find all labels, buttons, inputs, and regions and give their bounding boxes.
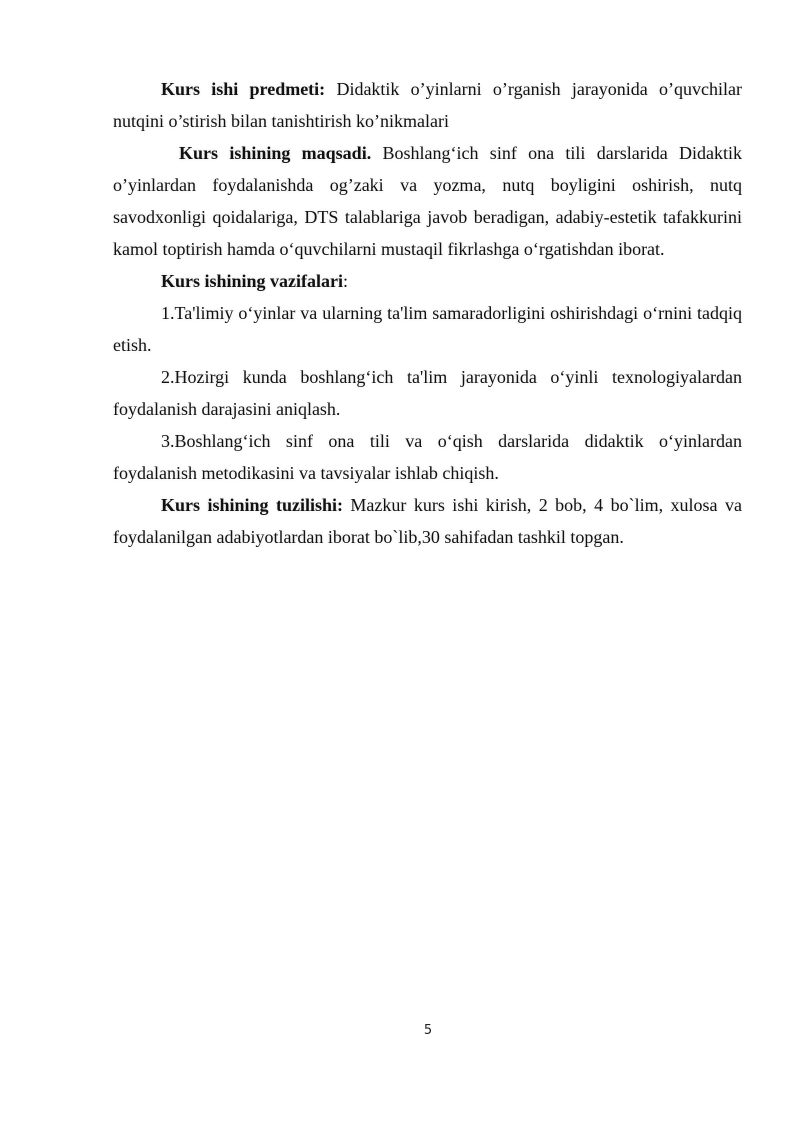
paragraph-subject — [113, 73, 742, 137]
paragraph-tasks-label: Kurs ishining vazifalari — [161, 271, 344, 291]
paragraph-goal-label: Kurs ishining maqsadi. — [179, 143, 372, 163]
paragraph-structure-label: Kurs ishining tuzilishi: — [161, 495, 343, 515]
task-item-3-text: 3.Boshlang‘ich sinf ona tili va o‘qish darslarida didaktik o‘yinlardan foydalanish metodikasini va tavsiyalar ishlab chiqish. — [113, 431, 742, 483]
page-number: 5 — [423, 1023, 433, 1038]
document-page — [113, 73, 742, 553]
paragraph-tasks-heading — [113, 265, 742, 297]
paragraph-tasks-colon: : — [343, 271, 349, 291]
paragraph-goal — [113, 137, 742, 265]
paragraph-subject-text: Didaktik o’yinlarni o’rganish jarayonida o’quvchilar nutqini o’stirish bilan tanishtirish ko’nikmalari — [113, 79, 743, 131]
task-item-1-text: 1.Ta'limiy o‘yinlar va ularning ta'lim samaradorligini oshirishdagi o‘rnini tadqiq etish. — [113, 303, 742, 355]
paragraph-subject-label: Kurs ishi predmeti: — [161, 79, 326, 99]
task-item-2-text: 2.Hozirgi kunda boshlang‘ich ta'lim jarayonida o‘yinli texnologiyalardan foydalanish darajasini aniqlash. — [113, 367, 742, 419]
task-item-1 — [113, 297, 742, 361]
task-item-3 — [113, 425, 742, 489]
paragraph-goal-text: Boshlang‘ich sinf ona tili darslarida Didaktik o’yinlardan foydalanishda og’zaki va yozma, nutq boyligini oshirish, nutq savodxonligi qoidalariga, DTS talablariga javob beradigan, adabiy-estetik tafakkurini kamol toptirish hamda o‘quvchilarni mustaqil fikrlashga o‘rgatishdan iborat. — [113, 143, 742, 259]
task-item-2 — [113, 361, 742, 425]
paragraph-structure-text: Mazkur kurs ishi kirish, 2 bob, 4 bo`lim, xulosa va foydalanilgan adabiyotlardan iborat bo`lib,30 sahifadan tashkil topgan. — [113, 495, 742, 547]
paragraph-structure — [113, 489, 742, 553]
